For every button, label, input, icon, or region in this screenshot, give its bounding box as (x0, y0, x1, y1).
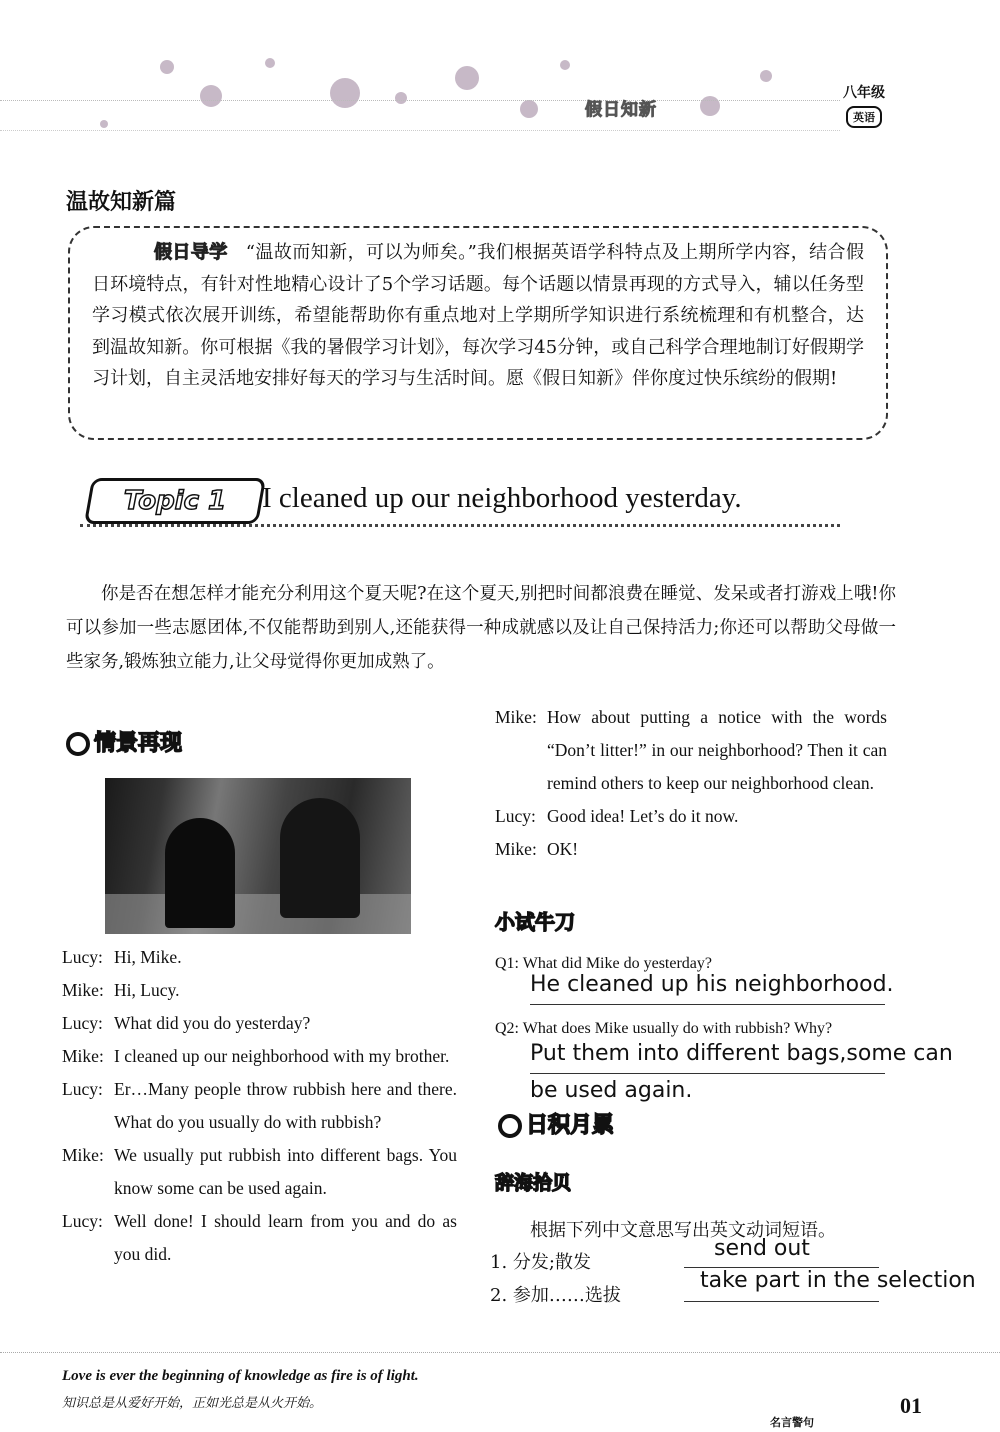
utterance: Well done! I should learn from you and do as you did. (114, 1211, 457, 1264)
dialogue-line (62, 1205, 457, 1271)
utterance: We usually put rubbish into different bags. You know some can be used again. (114, 1145, 457, 1198)
dialogue-line (62, 1007, 457, 1040)
utterance: I cleaned up our neighborhood with my brother. (114, 1046, 450, 1066)
item-1-answer: send out (714, 1236, 810, 1261)
q1-question (495, 955, 712, 973)
dialogue-left (62, 941, 457, 1271)
speaker: Lucy: (62, 1079, 103, 1099)
topic-header (80, 478, 870, 533)
speaker: Mike: (495, 707, 537, 727)
item-1-answer-line (684, 1236, 879, 1268)
daily-instruction: 根据下列中文意思写出英文动词短语。 (530, 1220, 836, 1241)
scene-header (66, 726, 182, 757)
subject-label: 英语 (846, 106, 882, 128)
q1-text: What did Mike do yesterday? (522, 955, 712, 972)
vocab-item-2 (490, 1281, 621, 1307)
speaker: Mike: (62, 1046, 104, 1066)
quiz-header (495, 906, 575, 935)
q1-answer-line (530, 972, 894, 1005)
topic-badge-label: Topic 1 (123, 486, 227, 516)
item-number: 1. (490, 1252, 508, 1273)
dialogue-line (62, 974, 457, 1007)
utterance: How about putting a notice with the words “Don’t litter!” in our neighborhood? Then it can remind others to keep our neighborhood clean. (547, 707, 887, 793)
q1-label: Q1: (495, 955, 519, 972)
q2-answer-continued (530, 1078, 692, 1103)
scene-title: 情景再现 (94, 731, 183, 756)
footer-divider (0, 1352, 1000, 1353)
footer-quote-en: Love is ever the beginning of knowledge as fire is of light. (62, 1368, 419, 1384)
dialogue-line (495, 701, 887, 800)
grade-subject-badge (828, 82, 900, 140)
speaker: Mike: (62, 980, 104, 1000)
quiz-title: 小试牛刀 (495, 910, 575, 934)
intro-label: 假日导学 (154, 242, 228, 263)
dialogue-right (495, 701, 887, 866)
utterance: Hi, Lucy. (114, 980, 180, 1000)
utterance: Good idea! Let’s do it now. (547, 806, 739, 826)
dialogue-line (62, 1139, 457, 1205)
item-2-answer-line (684, 1268, 976, 1302)
footer-tag: 名言警句 (770, 1416, 814, 1429)
daily-title: 日积月累 (526, 1113, 615, 1138)
q2-question (495, 1020, 832, 1038)
topic-heading: I cleaned up our neighborhood yesterday. (262, 482, 742, 514)
q2-answer-line2: be used again. (530, 1078, 693, 1103)
header-title: 假日知新 (585, 100, 657, 120)
vocab-item-1 (490, 1248, 591, 1274)
sub-header (495, 1168, 571, 1195)
item-2-answer: take part in the selection (700, 1268, 976, 1293)
page-number: 01 (900, 1393, 922, 1418)
dialogue-line (62, 1040, 457, 1073)
utterance: Hi, Mike. (114, 947, 182, 967)
topic-divider (80, 524, 840, 527)
dialogue-line (495, 833, 887, 866)
intro-text: “温故而知新，可以为师矣。”我们根据英语学科特点及上期所学内容，结合假日环境特点，有针对性地精心设计了5个学习话题。每个话题以情景再现的方式导入，辅以任务型学习模式依次展开训练，希望能帮助你有重点地对上学期所学知识进行系统梳理和有机整合，达到温故知新。你可根据《我的暑假学习计划》，每次学习45分钟，或自己科学合理地制订好假期学习计划，自主灵活地安排好每天的学习与生活时间。愿《假日知新》伴你度过快乐缤纷的假期! (92, 242, 864, 389)
dialogue-line (62, 941, 457, 974)
speaker: Mike: (62, 1145, 104, 1165)
scene-photo (105, 778, 411, 934)
item-chinese: 参加……选拔 (512, 1285, 621, 1306)
q1-answer: He cleaned up his neighborhood. (530, 972, 894, 997)
dialogue-line (62, 1073, 457, 1139)
footer-quote-cn: 知识总是从爱好开始，正如光总是从火开始。 (62, 1396, 323, 1411)
speaker: Lucy: (62, 1211, 103, 1231)
bullet-circle-icon (66, 732, 90, 756)
q2-answer-line1: Put them into different bags,some can (530, 1041, 953, 1066)
utterance: OK! (547, 839, 579, 859)
q2-text: What does Mike usually do with rubbish? Why? (522, 1020, 833, 1037)
daily-header (498, 1108, 614, 1139)
q2-answer-line (530, 1041, 953, 1074)
sub-title: 辞海拾贝 (495, 1172, 572, 1194)
grade-label: 八年级 (843, 85, 885, 101)
q2-label: Q2: (495, 1020, 519, 1037)
intro-box (68, 226, 888, 440)
utterance: What did you do yesterday? (114, 1013, 311, 1033)
section-title: 温故知新篇 (66, 190, 177, 215)
topic-paragraph: 你是否在想怎样才能充分利用这个夏天呢?在这个夏天,别把时间都浪费在睡觉、发呆或者打游戏上哦!你可以参加一些志愿团体,不仅能帮助到别人,还能获得一种成就感以及让自己保持活力;你还可以帮助父母做一些家务,锻炼独立能力,让父母觉得你更加成熟了。 (66, 584, 896, 672)
speaker: Lucy: (62, 1013, 103, 1033)
item-number: 2. (490, 1285, 508, 1306)
topic-badge (84, 478, 266, 524)
utterance: Er…Many people throw rubbish here and there. What do you usually do with rubbish? (114, 1079, 457, 1132)
speaker: Lucy: (495, 806, 536, 826)
speaker: Lucy: (62, 947, 103, 967)
dialogue-line (495, 800, 887, 833)
speaker: Mike: (495, 839, 537, 859)
bullet-circle-icon (498, 1114, 522, 1138)
item-chinese: 分发;散发 (512, 1252, 591, 1273)
